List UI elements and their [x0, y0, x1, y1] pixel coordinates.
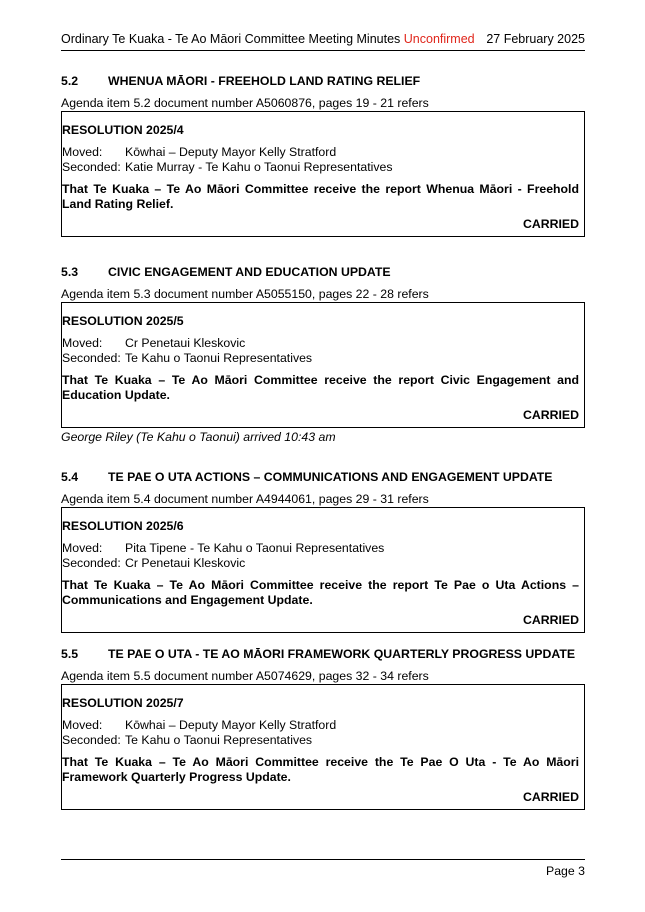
resolution-number: RESOLUTION 2025/7 [62, 696, 184, 710]
agenda-reference: Agenda item 5.4 document number A4944061, pages 29 - 31 refers [61, 492, 585, 508]
section-title: CIVIC ENGAGEMENT AND EDUCATION UPDATE [108, 265, 391, 279]
header-title: Ordinary Te Kuaka - Te Ao Māori Committee Meeting Minutes [61, 32, 401, 46]
seconded-label: Seconded: [62, 732, 121, 747]
moved-by: Pita Tipene - Te Kahu o Taonui Representatives [125, 541, 385, 555]
section-number: 5.5 [61, 647, 79, 661]
motion-text: That Te Kuaka – Te Ao Māori Committee receive the report Te Pae o Uta Actions – Communications and Engagement Update. [62, 578, 579, 607]
page-number: Page 3 [546, 864, 585, 878]
moved-label: Moved: [62, 541, 103, 555]
seconded-by: Katie Murray - Te Kahu o Taonui Representatives [125, 159, 393, 174]
resolution-box [61, 508, 585, 633]
resolution-result: CARRIED [522, 217, 579, 231]
section-5-4 [61, 470, 585, 633]
resolution-box [61, 685, 585, 810]
section-number: 5.4 [61, 470, 79, 484]
moved-row [62, 336, 579, 351]
seconded-row [62, 160, 579, 175]
moved-by: Kōwhai – Deputy Mayor Kelly Stratford [125, 145, 337, 159]
header-status: Unconfirmed [403, 32, 475, 46]
page-footer [61, 859, 585, 878]
moved-row [62, 718, 579, 733]
section-title: TE PAE O UTA ACTIONS – COMMUNICATIONS AND ENGAGEMENT UPDATE [108, 470, 553, 484]
seconded-label: Seconded: [62, 555, 121, 570]
resolution-number: RESOLUTION 2025/4 [62, 123, 184, 137]
moved-label: Moved: [62, 336, 103, 350]
moved-row [62, 145, 579, 160]
section-heading [61, 265, 585, 281]
seconded-by: Te Kahu o Taonui Representatives [125, 732, 313, 747]
moved-by: Kōwhai – Deputy Mayor Kelly Stratford [125, 718, 337, 732]
section-title: WHENUA MĀORI - FREEHOLD LAND RATING RELIEF [108, 74, 421, 88]
seconded-label: Seconded: [62, 350, 121, 365]
section-title: TE PAE O UTA - TE AO MĀORI FRAMEWORK QUARTERLY PROGRESS UPDATE [108, 647, 576, 661]
resolution-result: CARRIED [522, 790, 579, 804]
resolution-result: CARRIED [522, 613, 579, 627]
seconded-by: Te Kahu o Taonui Representatives [125, 350, 313, 365]
seconded-label: Seconded: [62, 159, 121, 174]
agenda-reference: Agenda item 5.3 document number A5055150, pages 22 - 28 refers [61, 287, 585, 303]
section-heading [61, 470, 585, 486]
resolution-box [61, 303, 585, 428]
moved-by: Cr Penetaui Kleskovic [125, 336, 246, 350]
resolution-number: RESOLUTION 2025/5 [62, 314, 184, 328]
section-5-2 [61, 74, 585, 237]
resolution-result: CARRIED [522, 408, 579, 422]
seconded-row [62, 556, 579, 571]
moved-label: Moved: [62, 718, 103, 732]
agenda-reference: Agenda item 5.2 document number A5060876, pages 19 - 21 refers [61, 96, 585, 112]
resolution-number: RESOLUTION 2025/6 [62, 519, 184, 533]
resolution-box [61, 112, 585, 237]
section-5-3 [61, 265, 585, 428]
section-heading [61, 647, 585, 663]
section-5-5 [61, 647, 585, 810]
seconded-row [62, 733, 579, 748]
motion-text: That Te Kuaka – Te Ao Māori Committee receive the report Civic Engagement and Education Update. [62, 373, 579, 402]
header-title-line [61, 32, 475, 46]
section-heading [61, 74, 585, 90]
seconded-by: Cr Penetaui Kleskovic [125, 555, 246, 570]
section-number: 5.2 [61, 74, 79, 88]
header-date: 27 February 2025 [486, 32, 585, 46]
seconded-row [62, 351, 579, 366]
section-number: 5.3 [61, 265, 79, 279]
agenda-reference: Agenda item 5.5 document number A5074629, pages 32 - 34 refers [61, 669, 585, 685]
moved-row [62, 541, 579, 556]
attendance-note: George Riley (Te Kahu o Taonui) arrived 10:43 am [61, 430, 336, 444]
motion-text: That Te Kuaka – Te Ao Māori Committee receive the report Whenua Māori - Freehold Land Rating Relief. [62, 182, 579, 211]
motion-text: That Te Kuaka – Te Ao Māori Committee receive the Te Pae O Uta - Te Ao Māori Framework Quarterly Progress Update. [62, 755, 579, 784]
moved-label: Moved: [62, 145, 103, 159]
page-header [61, 31, 585, 51]
